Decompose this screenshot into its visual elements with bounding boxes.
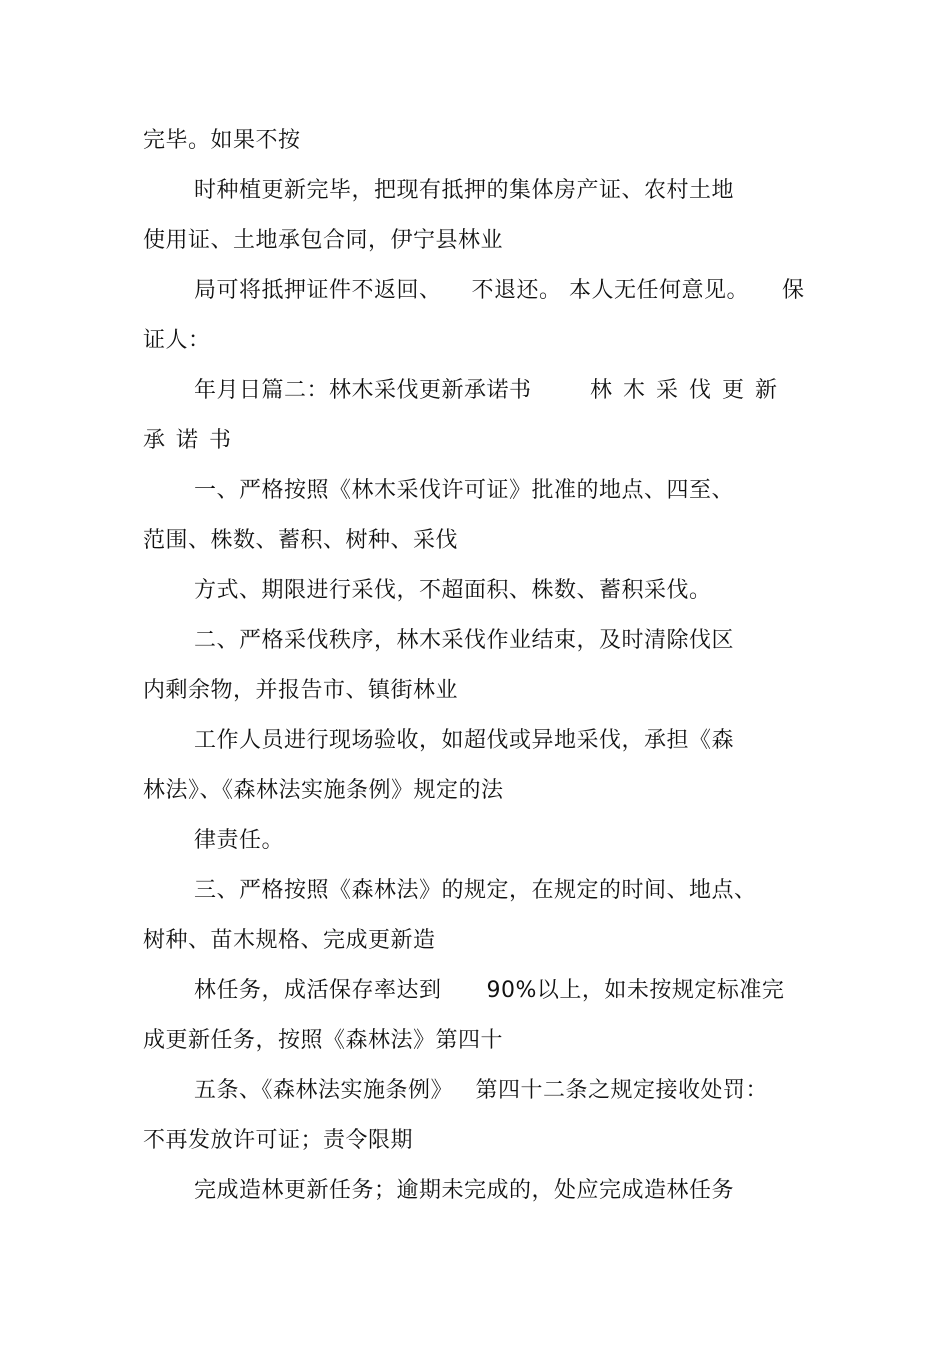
paragraph-line: 内剩余物，并报告市、镇街林业 <box>143 678 459 703</box>
paragraph-line: 局可将抵押证件不返回、 不退还。 本人无任何意见。 <box>194 278 749 303</box>
paragraph-line: 二、严格采伐秩序，林木采伐作业结束，及时清除伐区 <box>194 628 735 653</box>
paragraph-line: 方式、期限进行采伐，不超面积、株数、蓄积采伐。 <box>194 578 712 603</box>
paragraph-line: 一、严格按照《林木采伐许可证》批准的地点、四至、 <box>194 478 735 503</box>
paragraph-line: 林任务，成活保存率达到 90%以上，如未按规定标准完 <box>194 978 785 1003</box>
paragraph-line: 使用证、土地承包合同，伊宁县林业 <box>143 228 504 253</box>
paragraph-line: 三、严格按照《森林法》的规定，在规定的时间、地点、 <box>194 878 757 903</box>
section-title-continued: 承诺书 <box>143 428 243 453</box>
paragraph-line: 范围、株数、蓄积、树种、采伐 <box>143 528 459 553</box>
paragraph-line: 年月日篇二：林木采伐更新承诺书 <box>194 378 532 403</box>
paragraph-line: 时种植更新完毕，把现有抵押的集体房产证、农村土地 <box>194 178 735 203</box>
section-title: 林木采伐更新 <box>590 378 789 403</box>
paragraph-line: 成更新任务，按照《森林法》第四十 <box>143 1028 504 1053</box>
paragraph-line: 林法》、《森林法实施条例》规定的法 <box>143 778 504 803</box>
paragraph-line: 证人： <box>143 328 211 353</box>
paragraph-line: 五条、《森林法实施条例》 第四十二条之规定接收处罚： <box>194 1078 768 1103</box>
paragraph-line: 律责任。 <box>194 828 285 853</box>
paragraph-line: 树种、苗木规格、完成更新造 <box>143 928 436 953</box>
paragraph-line: 不再发放许可证；责令限期 <box>143 1128 414 1153</box>
paragraph-word: 保 <box>782 278 805 303</box>
paragraph-line: 完毕。如果不按 <box>143 128 301 153</box>
paragraph-line: 完成造林更新任务；逾期未完成的，处应完成造林任务 <box>194 1178 735 1203</box>
paragraph-line: 工作人员进行现场验收，如超伐或异地采伐，承担《森 <box>194 728 735 753</box>
